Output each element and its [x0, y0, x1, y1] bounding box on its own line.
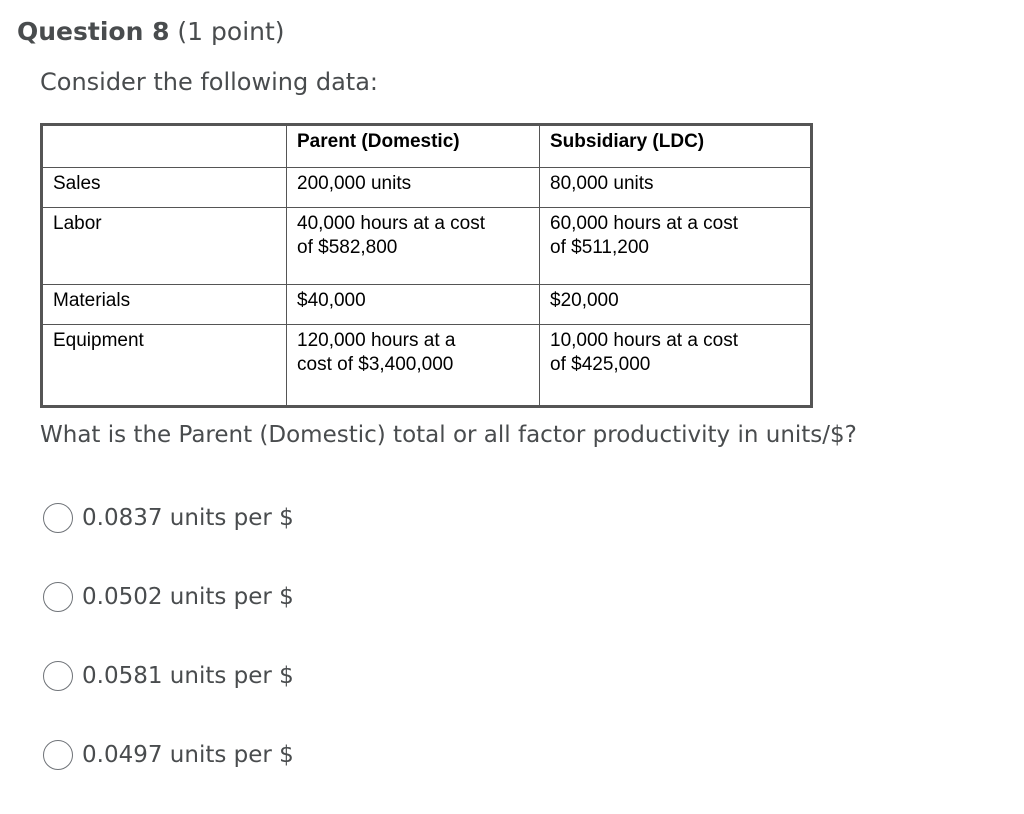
- row-label-materials: Materials: [42, 285, 287, 325]
- question-title: Question 8: [17, 17, 170, 46]
- cell-line: 60,000 hours at a cost: [550, 213, 739, 234]
- table-row: [42, 325, 812, 407]
- radio-button-3[interactable]: [43, 661, 73, 691]
- question-header: [17, 14, 285, 50]
- table-header-parent: Parent (Domestic): [287, 125, 540, 168]
- table-header-subsidiary: Subsidiary (LDC): [540, 125, 812, 168]
- answer-option-4[interactable]: [43, 735, 294, 775]
- answer-option-label[interactable]: 0.0581 units per $: [82, 663, 294, 689]
- question-points: (1 point): [169, 17, 285, 46]
- row-label-labor: Labor: [42, 208, 287, 285]
- cell-subsidiary-materials: $20,000: [540, 285, 812, 325]
- cell-parent-labor: [287, 208, 540, 285]
- row-label-equipment: Equipment: [42, 325, 287, 407]
- answer-option-label[interactable]: 0.0502 units per $: [82, 584, 294, 610]
- table-row: [42, 208, 812, 285]
- answer-option-2[interactable]: [43, 577, 294, 617]
- data-table: [40, 123, 813, 408]
- cell-line: 40,000 hours at a cost: [297, 213, 486, 234]
- cell-line: of $582,800: [297, 237, 398, 258]
- cell-subsidiary-sales: 80,000 units: [540, 168, 812, 208]
- answer-option-label[interactable]: 0.0837 units per $: [82, 505, 294, 531]
- radio-button-2[interactable]: [43, 582, 73, 612]
- table-header-blank: [42, 125, 287, 168]
- radio-button-1[interactable]: [43, 503, 73, 533]
- answer-option-1[interactable]: [43, 498, 294, 538]
- table-header-row: [42, 125, 812, 168]
- answer-options: [43, 498, 294, 814]
- question-intro: Consider the following data:: [40, 68, 379, 96]
- cell-parent-sales: 200,000 units: [287, 168, 540, 208]
- table-row: [42, 285, 812, 325]
- cell-line: 10,000 hours at a cost: [550, 330, 739, 351]
- cell-parent-equipment: [287, 325, 540, 407]
- table-row: [42, 168, 812, 208]
- cell-parent-materials: $40,000: [287, 285, 540, 325]
- answer-option-label[interactable]: 0.0497 units per $: [82, 742, 294, 768]
- row-label-sales: Sales: [42, 168, 287, 208]
- answer-option-3[interactable]: [43, 656, 294, 696]
- cell-line: of $511,200: [550, 237, 649, 258]
- cell-subsidiary-labor: [540, 208, 812, 285]
- cell-line: 120,000 hours at a: [297, 330, 456, 351]
- cell-line: cost of $3,400,000: [297, 354, 454, 375]
- cell-subsidiary-equipment: [540, 325, 812, 407]
- cell-line: of $425,000: [550, 354, 651, 375]
- question-prompt: What is the Parent (Domestic) total or all factor productivity in units/$?: [40, 422, 857, 448]
- radio-button-4[interactable]: [43, 740, 73, 770]
